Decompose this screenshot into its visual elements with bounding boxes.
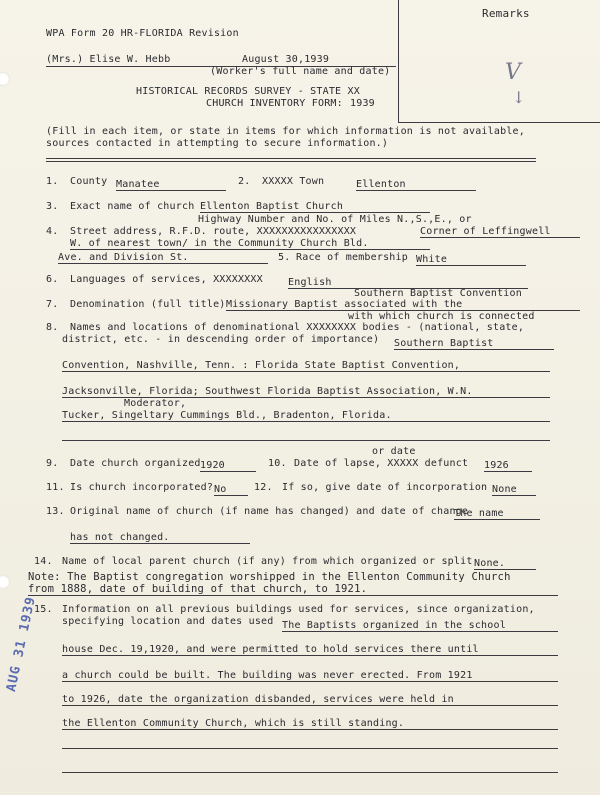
- original-name-label: Original name of church (if name has changed) and date of change: [70, 506, 469, 517]
- denomination-value-2: with which church is connected: [348, 311, 535, 322]
- incorporated-value: No: [214, 484, 248, 496]
- item-12-number: 12.: [254, 482, 273, 493]
- item-5-number: 5.: [278, 252, 291, 263]
- worker-date: August 30,1939: [242, 54, 330, 65]
- buildings-value-2: house Dec. 19,1920, and were permitted to hold services there until: [62, 644, 558, 656]
- item-9-number: 9.: [46, 458, 59, 469]
- church-name-value: Ellenton Baptist Church: [200, 201, 430, 213]
- denomination-label: Denomination (full title): [70, 299, 226, 310]
- item-4-number: 4.: [46, 226, 59, 237]
- item-8-number: 8.: [46, 322, 59, 333]
- pencil-check-mark: V: [505, 60, 521, 85]
- bodies-value-3: Jacksonville, Florida; Southwest Florida Baptist Association, W.N.: [62, 386, 550, 398]
- item-10-number: 10.: [268, 458, 287, 469]
- town-label: XXXXX Town: [262, 176, 325, 187]
- county-value: Manatee: [116, 179, 226, 191]
- church-name-label: Exact name of church: [70, 201, 195, 212]
- race-label: Race of membership: [296, 252, 408, 263]
- form-year: 1939: [350, 98, 375, 109]
- survey-title: HISTORICAL RECORDS SURVEY - STATE XX: [136, 86, 360, 97]
- bodies-value-2: Convention, Nashville, Tenn. : Florida State Baptist Convention,: [62, 360, 550, 372]
- bodies-value-4: Tucker, Singeltary Cummings Bld., Bradenton, Florida.: [62, 410, 550, 422]
- punch-hole-bottom: [0, 575, 10, 589]
- form-id: WPA Form 20 HR-FLORIDA Revision: [46, 28, 239, 39]
- buildings-value-1: The Baptists organized in the school: [282, 620, 558, 632]
- parent-church-label: Name of local parent church (if any) from which organized or split: [62, 556, 473, 567]
- buildings-label-2: specifying location and dates used: [62, 616, 274, 627]
- bodies-label: Names and locations of denominational XXXXXXXX bodies - (national, state,: [70, 322, 525, 333]
- instructions-line-1: (Fill in each item, or state in items for which information is not available,: [46, 126, 525, 137]
- item-14-number: 14.: [34, 556, 53, 567]
- town-value: Ellenton: [356, 179, 476, 191]
- address-value-line-2: Corner of Leffingwell: [420, 226, 580, 238]
- remarks-label: Remarks: [482, 7, 530, 20]
- address-value-line-3: W. of nearest town/ in the Community Church Bld.: [70, 238, 430, 250]
- buildings-blank-line-1: [62, 748, 558, 749]
- item-13-number: 13.: [46, 506, 65, 517]
- race-value: White: [416, 254, 526, 266]
- worker-caption: (Worker's full name and date): [210, 66, 391, 77]
- parent-church-value: None.: [474, 558, 536, 570]
- county-label: County: [70, 176, 108, 187]
- incorporation-date-label: If so, give date of incorporation: [282, 482, 488, 493]
- languages-value: English: [288, 277, 528, 289]
- denomination-value-above: Southern Baptist Convention: [354, 288, 522, 299]
- organized-label: Date church organized: [70, 458, 201, 469]
- bodies-label-2: district, etc. - in descending order of importance): [62, 334, 380, 345]
- item-7-number: 7.: [46, 299, 59, 310]
- languages-label: Languages of services, XXXXXXXX: [70, 274, 263, 285]
- original-name-value-1: The name: [454, 508, 540, 520]
- received-date-stamp: AUG 31 1939: [4, 595, 39, 694]
- buildings-value-5: the Ellenton Community Church, which is still standing.: [62, 718, 558, 730]
- address-value-line-4: Ave. and Division St.: [58, 252, 268, 264]
- buildings-value-4: to 1926, date the organization disbanded, services were held in: [62, 694, 558, 706]
- bodies-value-1: Southern Baptist: [394, 338, 554, 350]
- item-11-number: 11.: [46, 482, 65, 493]
- instructions-line-2: sources contacted in attempting to secure information.): [46, 138, 389, 149]
- organized-value: 1920: [200, 460, 256, 472]
- item-6-number: 6.: [46, 274, 59, 285]
- buildings-value-3: a church could be built. The building was never erected. From 1921: [62, 670, 558, 682]
- lapse-value: 1926: [484, 460, 532, 472]
- denomination-value: Missionary Baptist associated with the: [226, 299, 580, 311]
- worker-name: (Mrs.) Elise W. Hebb: [46, 54, 171, 65]
- original-name-value-2: has not changed.: [70, 532, 250, 544]
- item-1-number: 1.: [46, 176, 59, 187]
- incorporation-date-value: None: [492, 484, 536, 496]
- incorporated-label: Is church incorporated?: [70, 482, 214, 493]
- header-divider: [46, 158, 536, 162]
- lapse-insert: or date: [372, 446, 416, 457]
- item-3-number: 3.: [46, 201, 59, 212]
- bodies-blank-line: [62, 440, 550, 441]
- address-label: Street address, R.F.D. route, XXXXXXXXXXXXXXXX: [70, 226, 357, 237]
- item-15-number: 15.: [34, 604, 53, 615]
- bodies-value-3b: Moderator,: [124, 398, 187, 409]
- buildings-blank-line-2: [62, 772, 558, 773]
- note-line-1: Note: The Baptist congregation worshipped in the Ellenton Community Church: [28, 571, 511, 583]
- form-title: CHURCH INVENTORY FORM:: [206, 98, 343, 109]
- pencil-arrow-mark: ↓: [512, 88, 526, 107]
- note-line-2: from 1888, date of building of that church, to 1921.: [28, 584, 558, 596]
- lapse-label: Date of lapse, XXXXX defunct: [294, 458, 469, 469]
- address-value-line-1: Highway Number and No. of Miles N.,S.,E., or: [198, 214, 472, 225]
- punch-hole-top: [0, 72, 10, 86]
- buildings-label-1: Information on all previous buildings used for services, since organization,: [62, 604, 535, 615]
- item-2-number: 2.: [238, 176, 251, 187]
